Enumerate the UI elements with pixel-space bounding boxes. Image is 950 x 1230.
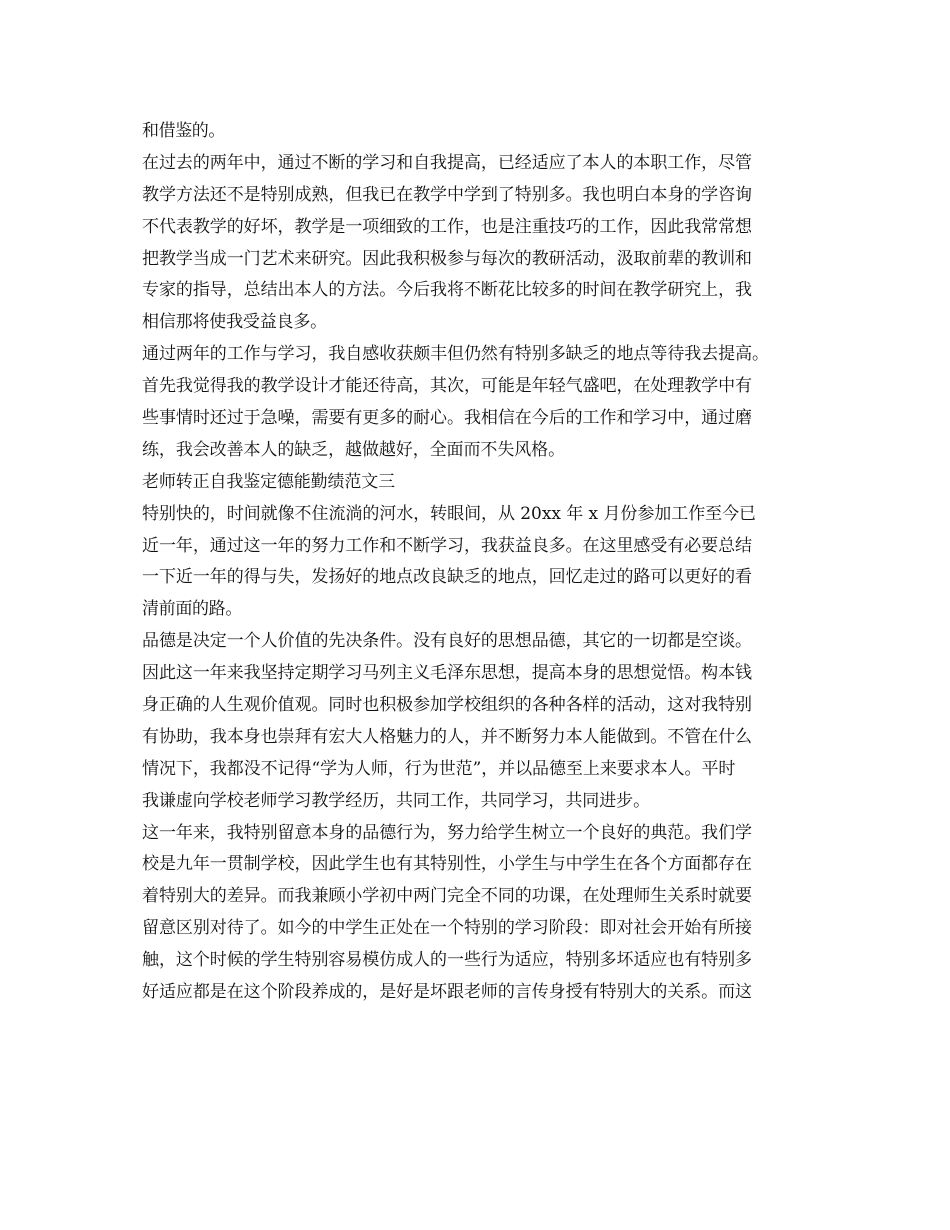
text-line: 特别快的，时间就像不住流淌的河水，转眼间，从 20xx 年 x 月份参加工作至今已 (142, 503, 757, 524)
document-body (142, 116, 812, 1009)
text-line: 品德是决定一个人价值的先决条件。没有良好的思想品德，其它的一切都是空谈。 (142, 631, 752, 652)
text-line: 有协助，我本身也崇拜有宏大人格魅力的人，并不断努力本人能做到。不管在什么 (142, 726, 752, 747)
text-line: 近一年，通过这一年的努力工作和不断学习，我获益良多。在这里感受有必要总结 (142, 535, 752, 556)
text-line: 不代表教学的好坏，教学是一项细致的工作，也是注重技巧的工作，因此我常常想 (142, 216, 752, 237)
text-line: 专家的指导，总结出本人的方法。今后我将不断花比较多的时间在教学研究上，我 (142, 280, 752, 301)
text-line: 老师转正自我鉴定德能勤绩范文三 (142, 471, 395, 492)
text-line: 触，这个时候的学生特别容易模仿成人的一些行为适应，特别多坏适应也有特别多 (142, 950, 752, 971)
text-line: 好适应都是在这个阶段养成的，是好是坏跟老师的言传身授有特别大的关系。而这 (142, 982, 752, 1003)
text-line: 练，我会改善本人的缺乏，越做越好，全面而不失风格。 (142, 439, 565, 460)
text-line: 教学方法还不是特别成熟，但我已在教学中学到了特别多。我也明白本身的学咨询 (142, 184, 752, 205)
text-line: 校是九年一贯制学校，因此学生也有其特别性，小学生与中学生在各个方面都存在 (142, 854, 752, 875)
text-line: 些事情时还过于急噪，需要有更多的耐心。我相信在今后的工作和学习中，通过磨 (142, 408, 752, 429)
text-line: 清前面的路。 (142, 599, 242, 620)
text-line: 我谦虚向学校老师学习教学经历，共同工作，共同学习，共同进步。 (142, 790, 650, 811)
text-line: 这一年来，我特别留意本身的品德行为，努力给学生树立一个良好的典范。我们学 (142, 822, 752, 843)
text-line: 首先我觉得我的教学设计才能还待高，其次，可能是年轻气盛吧，在处理教学中有 (142, 376, 752, 397)
text-line: 和借鉴的。 (142, 121, 225, 141)
text-line: 在过去的两年中，通过不断的学习和自我提高，已经适应了本人的本职工作，尽管 (142, 152, 752, 173)
text-line: 情况下，我都没不记得“学为人师，行为世范”，并以品德至上来要求本人。平时 (142, 758, 736, 779)
text-line: 通过两年的工作与学习，我自感收获颇丰但仍然有特别多缺乏的地点等待我去提高。 (142, 344, 769, 365)
text-line: 留意区别对待了。如今的中学生正处在一个特别的学习阶段：即对社会开始有所接 (142, 918, 752, 939)
text-line: 着特别大的差异。而我兼顾小学初中两门完全不同的功课，在处理师生关系时就要 (142, 886, 752, 907)
text-line: 相信那将使我受益良多。 (142, 312, 327, 333)
text-line: 因此这一年来我坚持定期学习马列主义毛泽东思想，提高本身的思想觉悟。构本钱 (142, 663, 752, 684)
text-line: 身正确的人生观价值观。同时也积极参加学校组织的各种各样的活动，这对我特别 (142, 695, 752, 716)
text-line: 把教学当成一门艺术来研究。因此我积极参与每次的教研活动，汲取前辈的教训和 (142, 248, 752, 269)
text-line: 一下近一年的得与失，发扬好的地点改良缺乏的地点，回忆走过的路可以更好的看 (142, 567, 752, 588)
